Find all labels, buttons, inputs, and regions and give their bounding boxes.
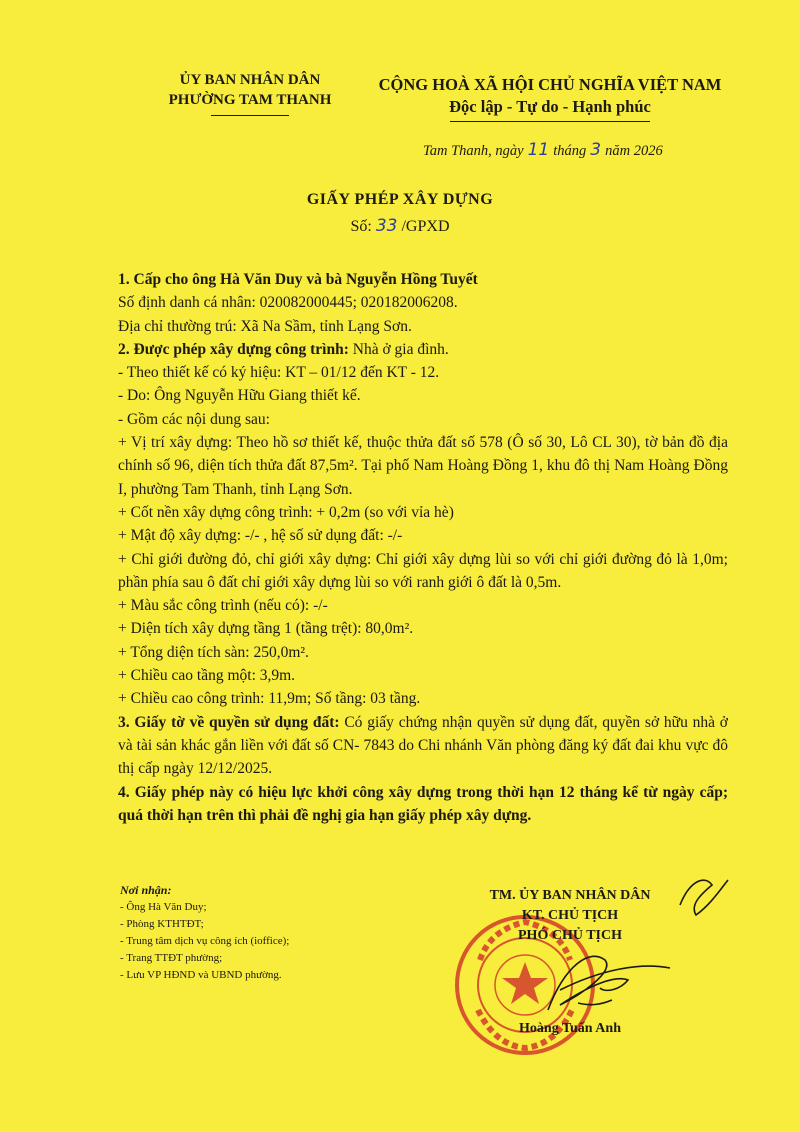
section4: 4. Giấy phép này có hiệu lực khởi công xây dựng trong thời hạn 12 tháng kể từ ngày cấp; quá thời hạn trên thì phải đề nghị gia hạn giấy phép xây dựng.: [118, 783, 728, 824]
section2-heading-bold: 2. Được phép xây dựng công trình:: [118, 340, 349, 358]
recipient-item: - Ông Hà Văn Duy;: [120, 901, 207, 913]
recipients-heading: Nơi nhận:: [120, 883, 172, 897]
section2-line: - Theo thiết kế có ký hiệu: KT – 01/12 đến KT - 12.: [118, 364, 440, 382]
section2-line: + Mật độ xây dựng: -/- , hệ số sử dụng đất: -/-: [118, 527, 403, 545]
date-day: 11: [527, 140, 550, 160]
section3-heading: 3. Giấy tờ về quyền sử dụng đất:: [118, 713, 340, 731]
section2-line: + Cốt nền xây dựng công trình: + 0,2m (so với vỉa hè): [118, 503, 454, 521]
national-motto: Độc lập - Tự do - Hạnh phúc: [449, 97, 651, 116]
section2-line: + Diện tích xây dựng tầng 1 (tầng trệt): 80,0m².: [118, 620, 414, 638]
signer-name: Hoàng Tuấn Anh: [519, 1021, 621, 1036]
section2-line: + Màu sắc công trình (nếu có): -/-: [118, 597, 328, 615]
section1-heading: 1. Cấp cho ông Hà Văn Duy và bà Nguyễn Hồng Tuyết: [118, 271, 478, 288]
section2-line: + Chỉ giới đường đỏ, chỉ giới xây dựng: Chỉ giới xây dựng lùi so với chỉ giới đường đỏ là 1,0m; phần phía sau ô đất chỉ giới xây dựng lùi so với ranh giới ô đất là 0,5m.: [118, 550, 728, 591]
number-label: Số:: [350, 218, 372, 235]
signature-line3: PHÓ CHỦ TỊCH: [518, 928, 622, 943]
national-title: CỘNG HOÀ XÃ HỘI CHỦ NGHĨA VIỆT NAM: [378, 75, 722, 94]
section2-line: - Do: Ông Nguyễn Hữu Giang thiết kế.: [118, 387, 361, 405]
section2-line: + Vị trí xây dựng: Theo hồ sơ thiết kế, thuộc thửa đất số 578 (Ô số 30, Lô CL 30), tờ bản đồ địa chính số 96, diện tích thửa đất 87,5m². Tại phố Nam Hoàng Đồng 1, khu đô thị Nam Hoàng Đồng I, phường Tam Thanh, tỉnh Lạng Sơn.: [118, 434, 728, 498]
number-value: 33: [375, 216, 398, 236]
recipient-item: - Trung tâm dịch vụ công ích (ioffice);: [120, 935, 290, 947]
recipient-item: - Lưu VP HĐND và UBND phường.: [120, 969, 282, 981]
section2-line: + Chiều cao tầng một: 3,9m.: [118, 667, 296, 685]
section2-line: + Tổng diện tích sàn: 250,0m².: [118, 643, 309, 661]
signature-block: [455, 886, 685, 946]
date-month: 3: [590, 140, 602, 160]
number-suffix: /GPXD: [401, 218, 450, 235]
signature-line2: KT. CHỦ TỊCH: [521, 908, 619, 923]
issuer-line2: PHƯỜNG TAM THANH: [168, 92, 332, 108]
section2-line: - Gồm các nội dung sau:: [118, 410, 270, 428]
recipient-item: - Phòng KTHTĐT;: [120, 918, 204, 930]
issuer-line1: ỦY BAN NHÂN DÂN: [179, 72, 321, 88]
signature-line1: TM. ỦY BAN NHÂN DÂN: [489, 888, 651, 903]
date-month-label: tháng: [553, 143, 587, 159]
date-prefix: Tam Thanh, ngày: [423, 143, 524, 159]
section2-line: + Chiều cao công trình: 11,9m; Số tầng: 03 tầng.: [118, 690, 421, 708]
section3-text: Có giấy chứng nhận quyền sử dụng đất, quyền sở hữu nhà ở và tài sản khác gắn liền với đất số CN- 7843 do Chi nhánh Văn phòng đăng ký đất đai khu vực đô thị cấp ngày 12/12/2025.: [118, 713, 728, 778]
date-year: năm 2026: [605, 143, 663, 159]
document-title: GIẤY PHÉP XÂY DỰNG: [306, 191, 494, 208]
section1-address: Địa chỉ thường trú: Xã Na Sầm, tỉnh Lạng Sơn.: [118, 317, 412, 335]
section1-id: Số định danh cá nhân: 020082000445; 020182006208.: [118, 294, 458, 312]
recipient-item: - Trang TTĐT phường;: [120, 952, 223, 964]
section2-heading-rest: Nhà ở gia đình.: [348, 340, 449, 358]
